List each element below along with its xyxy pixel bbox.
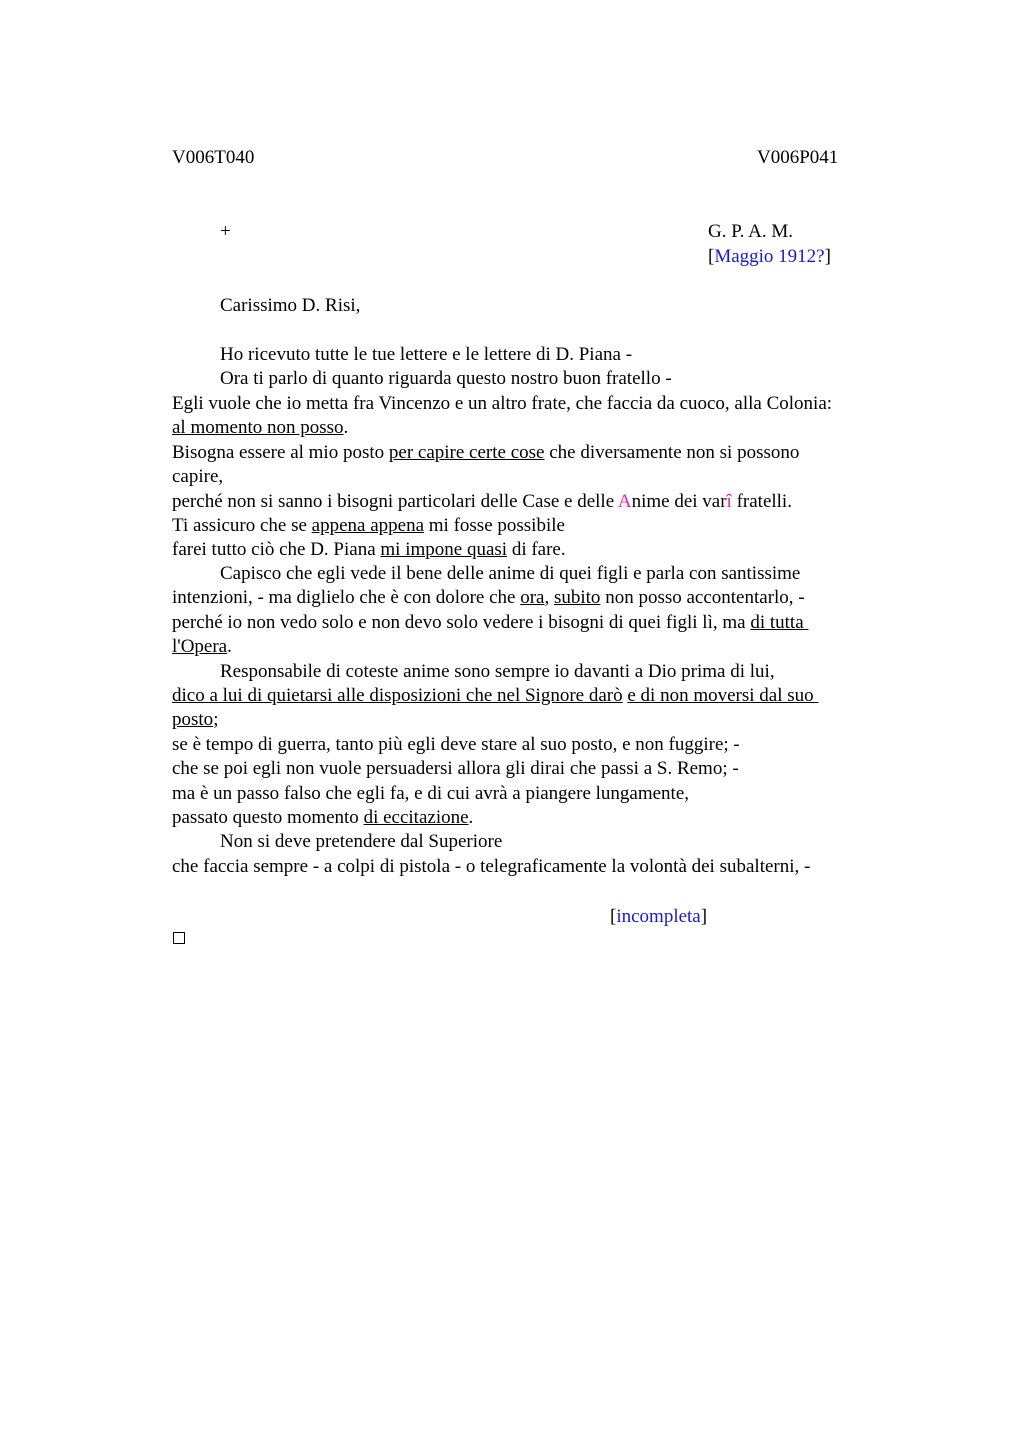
incomplete-note: [incompleta]: [610, 906, 708, 927]
letter-line: Ti assicuro che se appena appena mi fosse possibile: [172, 515, 565, 536]
incomplete-note-text: incompleta: [616, 906, 701, 927]
cross-mark: +: [220, 221, 231, 242]
document-code-left: V006T040: [172, 147, 255, 168]
greeting: Carissimo D. Risi,: [220, 295, 361, 316]
correction-mark: î: [726, 491, 732, 512]
letter-line: perché non si sanno i bisogni particolari delle Case e delle Anime dei varî fratelli.: [172, 491, 792, 512]
letter-line: farei tutto ciò che D. Piana mi impone quasi di fare.: [172, 539, 566, 560]
letter-line: dico a lui di quietarsi alle disposizioni che nel Signore darò e di non moversi dal suo: [172, 685, 819, 707]
letter-line: capire,: [172, 466, 224, 487]
heading-initials: G. P. A. M.: [708, 221, 793, 242]
letter-line: che se poi egli non vuole persuadersi allora gli dirai che passi a S. Remo; -: [172, 758, 739, 780]
letter-line: Responsabile di coteste anime sono sempre io davanti a Dio prima di lui,: [220, 660, 775, 682]
end-square-icon: [173, 932, 185, 944]
letter-line: che faccia sempre - a colpi di pistola - o telegraficamente la volontà dei subalterni, -: [172, 855, 811, 877]
letter-line: Ho ricevuto tutte le tue lettere e le lettere di D. Piana -: [220, 344, 633, 365]
letter-line: perché io non vedo solo e non devo solo vedere i bisogni di quei figli lì, ma di tutta: [172, 611, 809, 633]
letter-line: Ora ti parlo di quanto riguarda questo nostro buon fratello -: [220, 368, 672, 389]
letter-body: [172, 562, 932, 879]
letter-line: l'Opera.: [172, 636, 232, 658]
letter-line: al momento non posso.: [172, 417, 349, 438]
letter-line: Non si deve pretendere dal Superiore: [220, 831, 503, 853]
letter-line: Egli vuole che io metta fra Vincenzo e un altro frate, che faccia da cuoco, alla Colonia:: [172, 393, 833, 414]
letter-line: ma è un passo falso che egli fa, e di cui avrà a piangere lungamente,: [172, 782, 690, 804]
date-note: [Maggio 1912?]: [708, 246, 831, 267]
letter-line: posto;: [172, 709, 219, 731]
document-code-right: V006P041: [757, 147, 839, 168]
letter-line: Capisco che egli vede il bene delle anime di quei figli e parla con santissime: [220, 563, 801, 584]
date-note-text: Maggio 1912?: [714, 246, 825, 267]
letter-line: Bisogna essere al mio posto per capire certe cose che diversamente non si possono: [172, 442, 800, 463]
letter-line: intenzioni, - ma diglielo che è con dolore che ora, subito non posso accontentarlo, -: [172, 587, 805, 609]
correction-mark: A: [617, 491, 632, 512]
letter-line: passato questo momento di eccitazione.: [172, 807, 474, 829]
letter-line: se è tempo di guerra, tanto più egli deve stare al suo posto, e non fuggire; -: [172, 733, 740, 755]
